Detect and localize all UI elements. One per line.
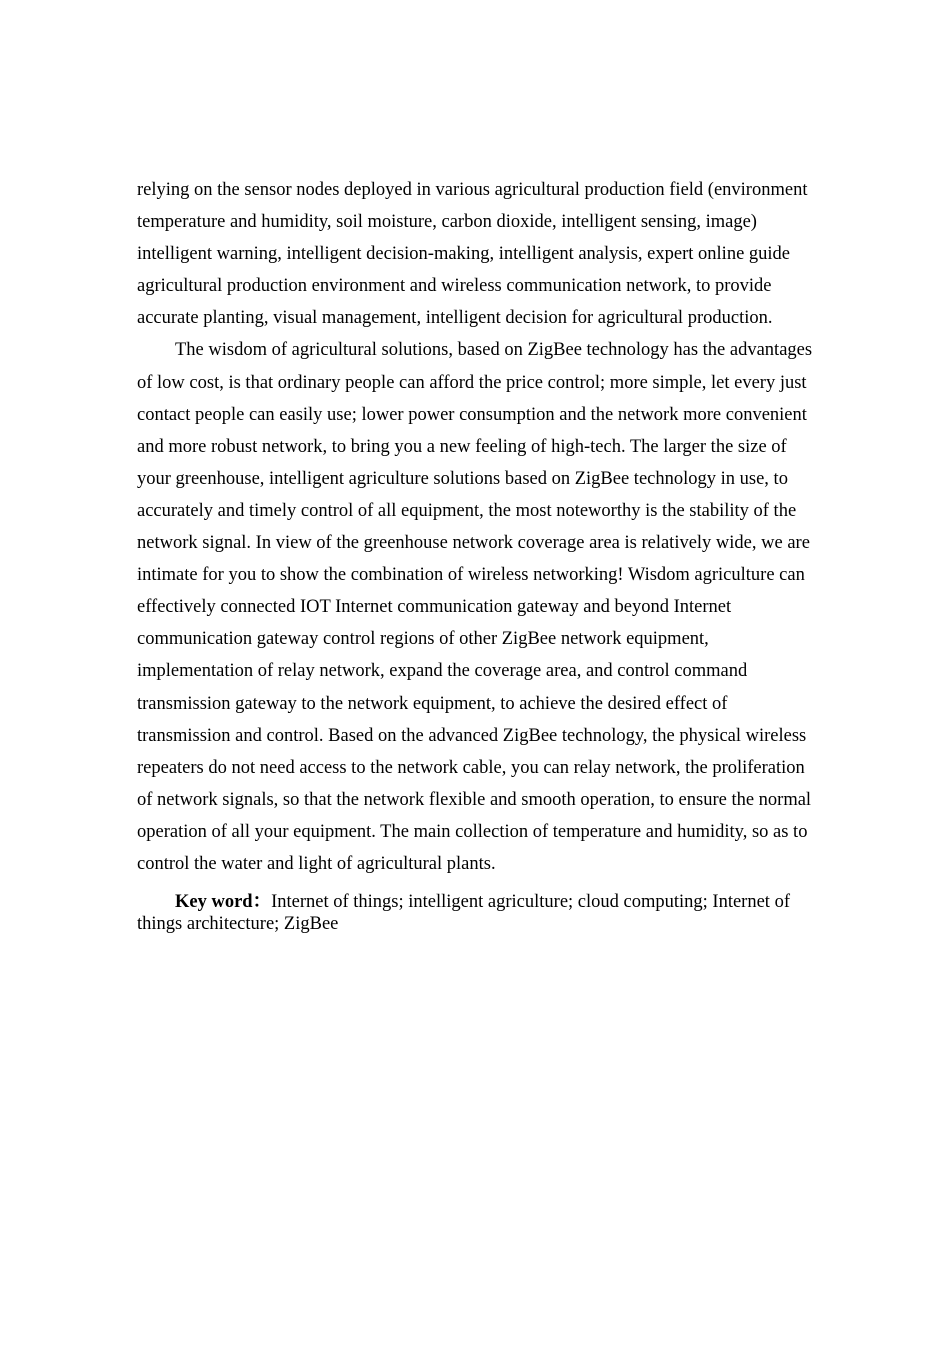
abstract-paragraph-2: The wisdom of agricultural solutions, based on ZigBee technology has the advantages of low cost, is that ordinary people can afford the price control; more simple, let every just contact people can easily use; lower power consumption and the network more convenient and more robust network, to bring you a new feeling of high-tech. The larger the size of your greenhouse, intelligent agriculture solutions based on ZigBee technology in use, to accurately and timely control of all equipment, the most noteworthy is the stability of the network signal. In view of the greenhouse network coverage area is relatively wide, we are intimate for you to show the combination of wireless networking! Wisdom agriculture can effectively connected IOT Internet communication gateway and beyond Internet communication gateway control regions of other ZigBee network equipment, implementation of relay network, expand the coverage area, and control command transmission gateway to the network equipment, to achieve the desired effect of transmission and control. Based on the advanced ZigBee technology, the physical wireless repeaters do not need access to the network cable, you can relay network, the proliferation of network signals, so that the network flexible and smooth operation, to ensure the normal operation of all your equipment. The main collection of temperature and humidity, so as to control the water and light of agricultural plants.	[137, 340, 813, 874]
abstract-paragraph-1: relying on the sensor nodes deployed in various agricultural production field (environment temperature and humidity, soil moisture, carbon dioxide, intelligent sensing, image) intelligent warning, intelligent decision-making, intelligent analysis, expert online guide agricultural production environment and wireless communication network, to provide accurate planting, visual management, intelligent decision for agricultural production.	[137, 180, 808, 329]
abstract-body	[137, 174, 813, 935]
keywords-line	[137, 891, 813, 935]
keywords-text: Internet of things; intelligent agriculture; cloud computing; Internet of things architecture; ZigBee	[137, 892, 790, 935]
keywords-label: Key word：	[175, 892, 272, 913]
